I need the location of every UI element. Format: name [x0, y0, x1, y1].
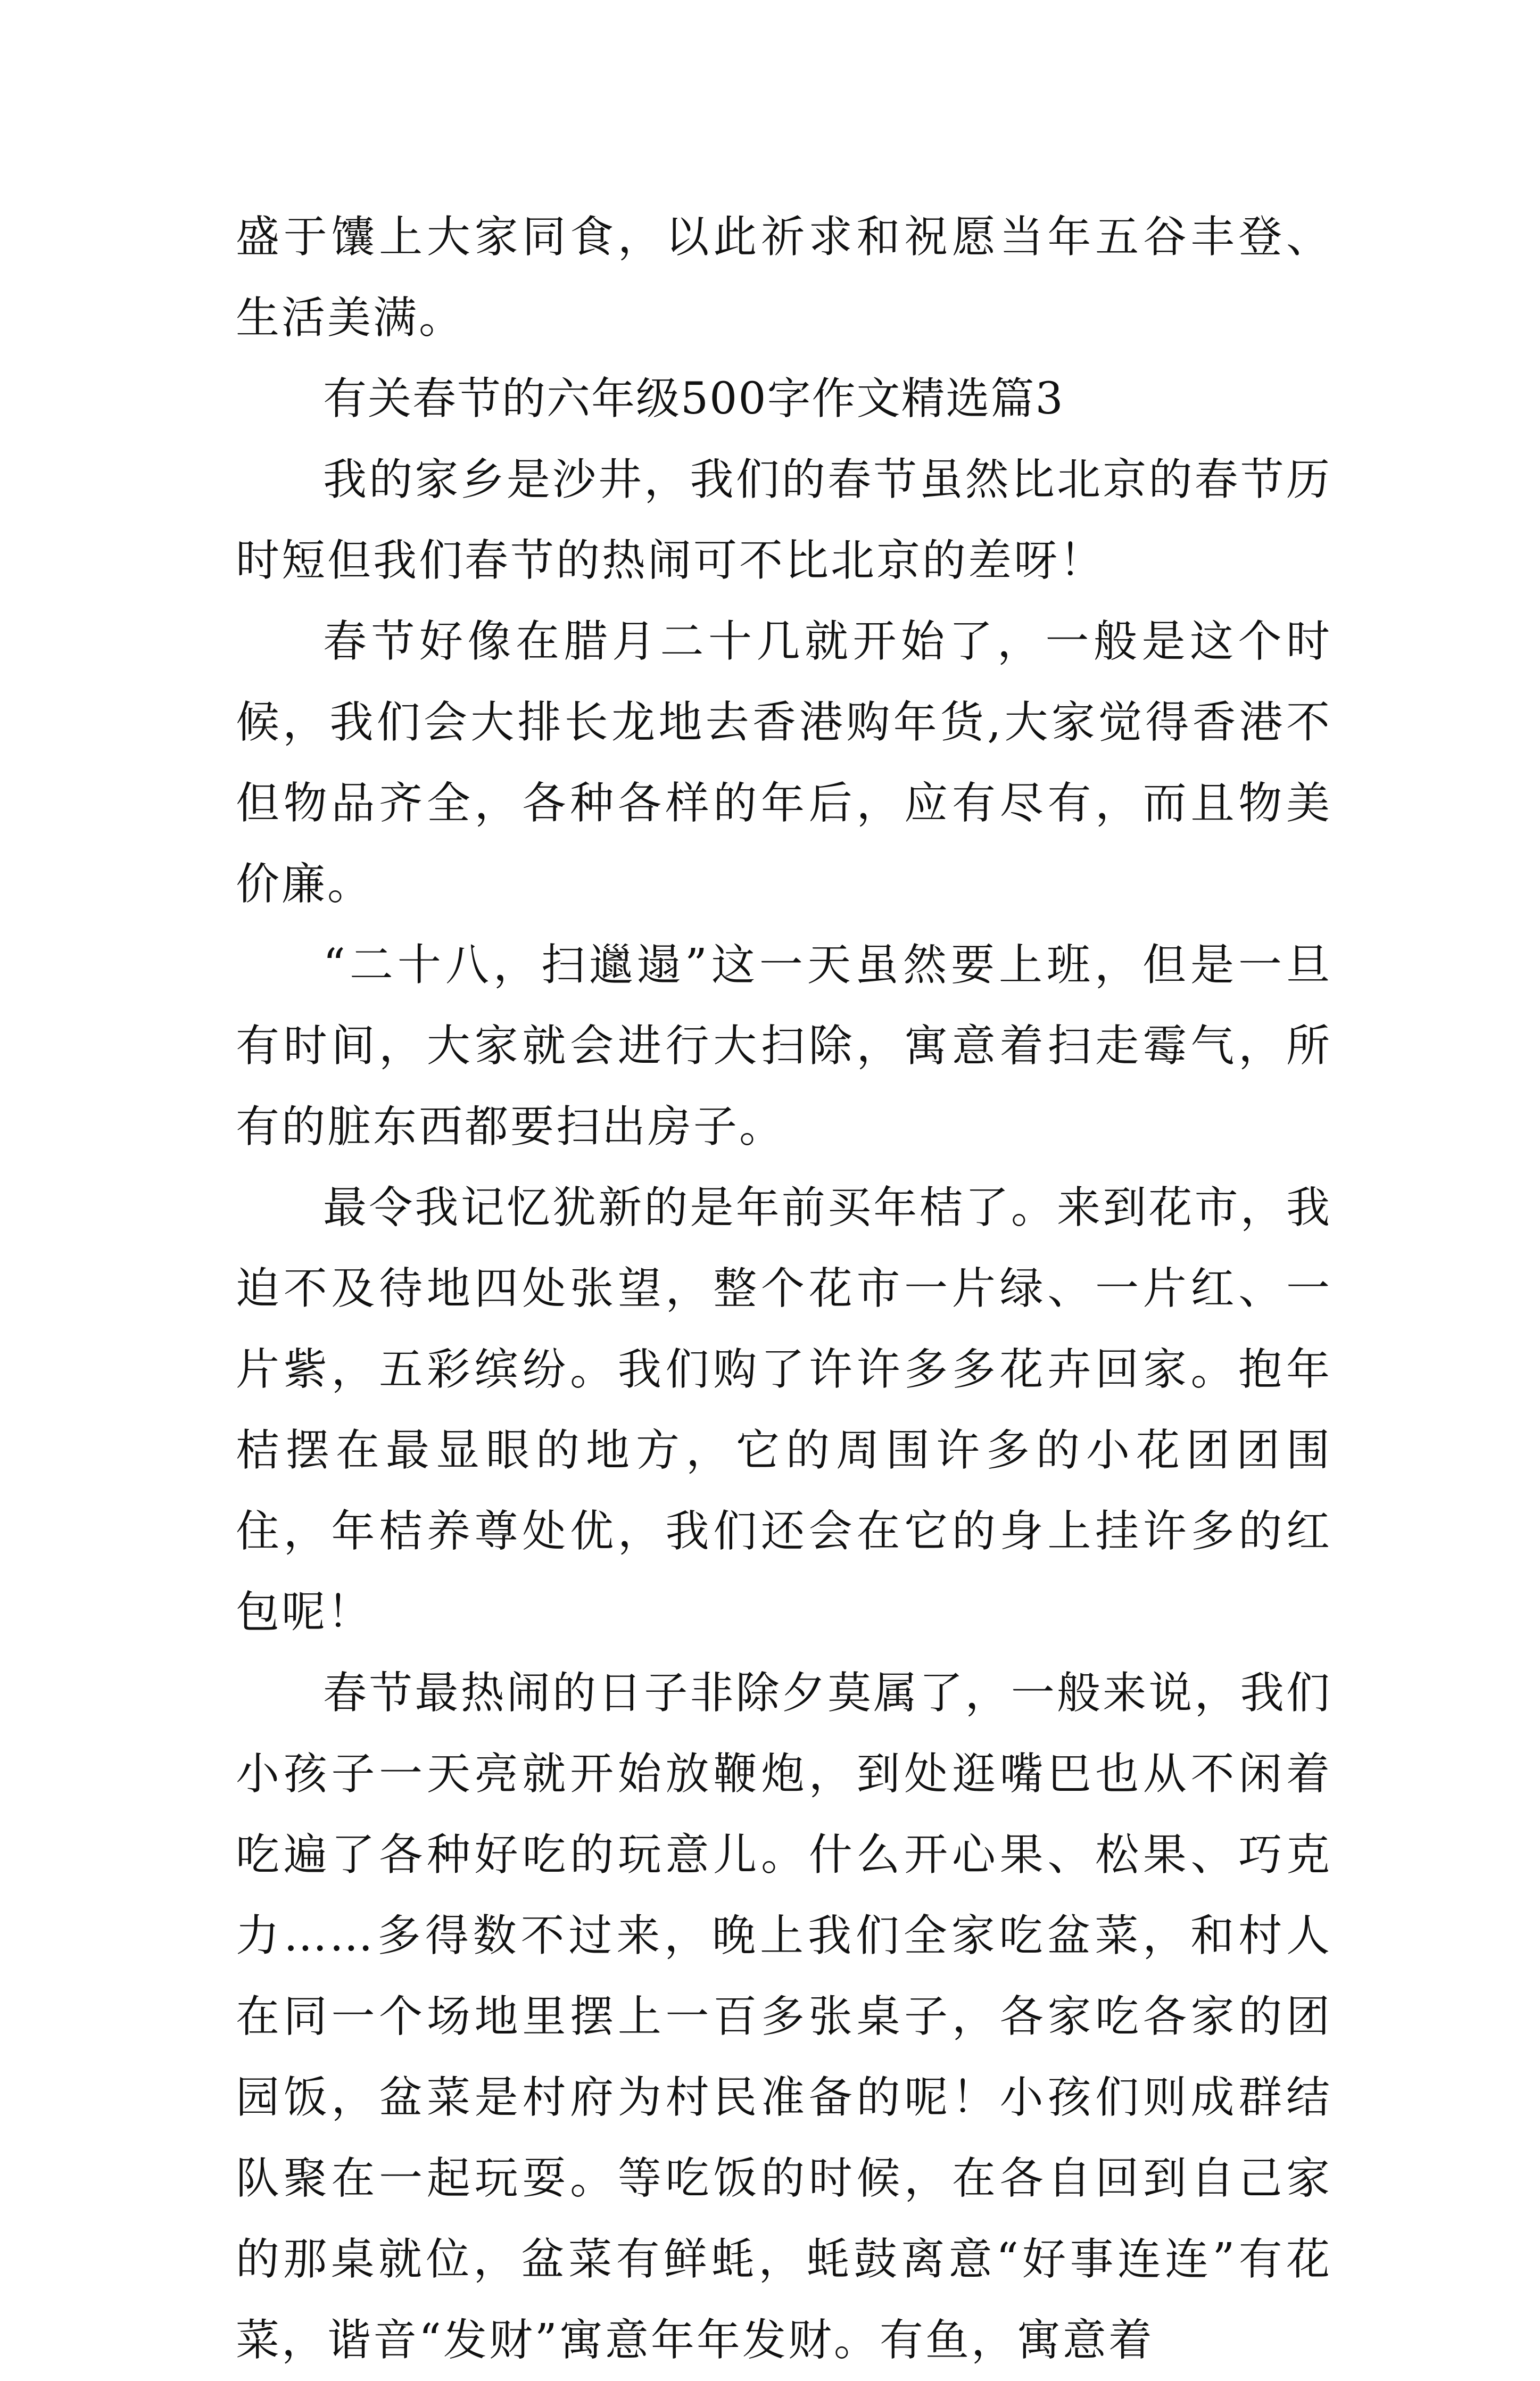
paragraph: 我的家乡是沙井，我们的春节虽然比北京的春节历时短但我们春节的热闹可不比北京的差呀！: [236, 454, 1332, 586]
paragraph: 春节最热闹的日子非除夕莫属了，一般来说，我们小孩子一天亮就开始放鞭炮，到处逛嘴巴也从不闲着吃遍了各种好吃的玩意儿。什么开心果、松果、巧克力……多得数不过来，晚上我们全家吃盆菜，和村人在同一个场地里摆上一百多张桌子，各家吃各家的团园饭，盆菜是村府为村民准备的呢！小孩们则成群结队聚在一起玩耍。等吃饭的时候，在各自回到自己家的那桌就位，盆菜有鲜蚝，蚝鼓离意“好事连连”有花菜，谐音“发财”寓意年年发财。有鱼，寓意着: [236, 1668, 1332, 2366]
paragraph: 最令我记忆犹新的是年前买年桔了。来到花市，我迫不及待地四处张望，整个花市一片绿、一片红、一片紫，五彩缤纷。我们购了许许多多花卉回家。抱年桔摆在最显眼的地方，它的周围许多的小花团团围住，年桔养尊处优，我们还会在它的身上挂许多的红包呢！: [236, 1183, 1332, 1638]
paragraph-continuation: 盛于馕上大家同食，以此祈求和祝愿当年五谷丰登、生活美满。: [236, 212, 1332, 343]
paragraph: 春节好像在腊月二十几就开始了，一般是这个时候，我们会大排长龙地去香港购年货,大家觉得香港不但物品齐全，各种各样的年后，应有尽有，而且物美价廉。: [236, 616, 1332, 910]
document-body: [236, 197, 1332, 2381]
section-heading: 有关春节的六年级500字作文精选篇3: [323, 374, 1064, 424]
paragraph: “二十八，扫邋遢”这一天虽然要上班，但是一旦有时间，大家就会进行大扫除，寓意着扫走霉气，所有的脏东西都要扫出房子。: [236, 940, 1332, 1152]
